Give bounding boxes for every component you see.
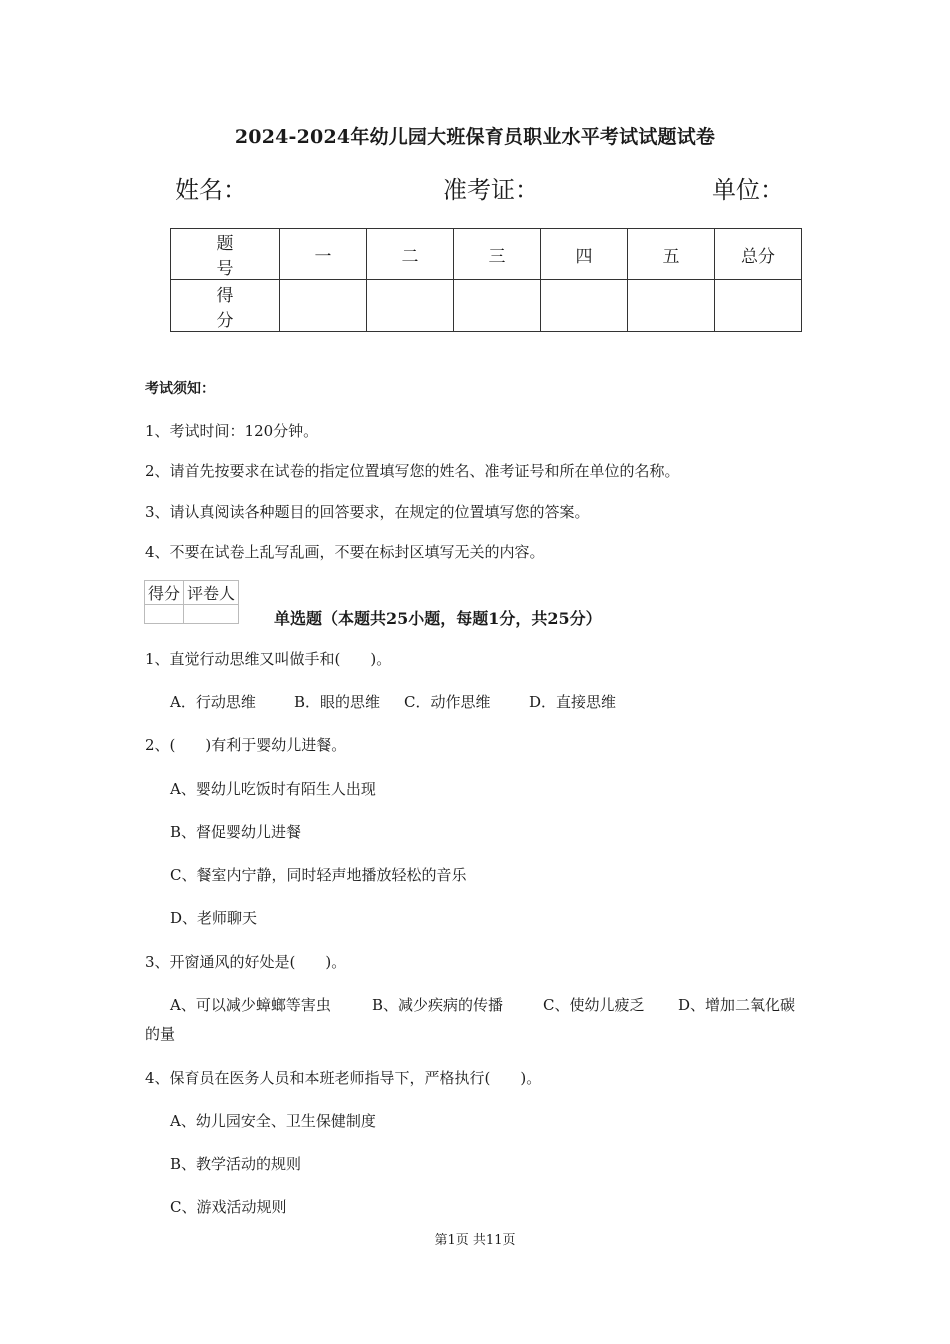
option[interactable]: A、婴幼儿吃饭时有陌生人出现 (170, 780, 376, 798)
option[interactable]: D．直接思维 (529, 693, 617, 711)
score-table-cell: 二 (367, 229, 454, 280)
notice-item: 3、请认真阅读各种题目的回答要求，在规定的位置填写您的答案。 (145, 503, 590, 521)
score-table-cell: 五 (628, 229, 715, 280)
question-stem: 2、( )有利于婴幼儿进餐。 (145, 736, 347, 754)
score-table-cell: 总分 (715, 229, 802, 280)
unit-field-label: 单位： (712, 176, 784, 204)
score-table-score-row (171, 280, 802, 332)
notice-item: 4、不要在试卷上乱写乱画，不要在标封区填写无关的内容。 (145, 543, 545, 561)
exam-id-field-label: 准考证： (443, 176, 539, 204)
score-table-cell: 三 (454, 229, 541, 280)
score-table-cell: 一 (280, 229, 367, 280)
score-table (170, 228, 802, 332)
option[interactable]: C、使幼儿疲乏 (543, 996, 645, 1014)
notice-title: 考试须知： (145, 381, 215, 397)
option[interactable]: C．动作思维 (404, 693, 491, 711)
grader-score-entry[interactable] (145, 605, 184, 624)
score-entry-cell[interactable] (628, 280, 715, 332)
option[interactable]: A、幼儿园安全、卫生保健制度 (170, 1112, 376, 1130)
section-title: 单选题（本题共25小题，每题1分，共25分） (274, 609, 602, 628)
grader-name-entry[interactable] (184, 605, 239, 624)
exam-title: 2024-2024年幼儿园大班保育员职业水平考试试题试卷 (234, 126, 716, 148)
option[interactable]: A、可以减少蟑螂等害虫 (170, 996, 331, 1014)
question-stem: 4、保育员在医务人员和本班老师指导下，严格执行( )。 (145, 1069, 542, 1087)
score-entry-cell[interactable] (715, 280, 802, 332)
option[interactable]: D、老师聊天 (170, 909, 258, 927)
grader-box (144, 580, 239, 624)
option[interactable]: C、游戏活动规则 (170, 1198, 287, 1216)
score-table-cell: 得 分 (171, 280, 280, 332)
option[interactable]: B、减少疾病的传播 (372, 996, 504, 1014)
page-footer: 第1页 共11页 (434, 1233, 516, 1248)
notice-item: 2、请首先按要求在试卷的指定位置填写您的姓名、准考证号和所在单位的名称。 (145, 462, 680, 480)
score-entry-cell[interactable] (367, 280, 454, 332)
score-entry-cell[interactable] (454, 280, 541, 332)
grader-name-label: 评卷人 (184, 581, 239, 605)
question-stem: 3、开窗通风的好处是( )。 (145, 953, 347, 971)
option[interactable]: C、餐室内宁静，同时轻声地播放轻松的音乐 (170, 866, 467, 884)
name-field-label: 姓名： (175, 176, 247, 204)
option-wrap-text: 的量 (145, 1025, 176, 1043)
candidate-info-row (175, 170, 795, 204)
option[interactable]: B．眼的思维 (294, 693, 381, 711)
score-table-header-row (171, 229, 802, 280)
grader-score-label: 得分 (145, 581, 184, 605)
score-entry-cell[interactable] (280, 280, 367, 332)
score-table-cell: 四 (541, 229, 628, 280)
score-entry-cell[interactable] (541, 280, 628, 332)
option[interactable]: B、督促婴幼儿进餐 (170, 823, 302, 841)
score-table-cell: 题 号 (171, 229, 280, 280)
notice-item: 1、考试时间：120分钟。 (145, 422, 319, 440)
question-stem: 1、直觉行动思维又叫做手和( )。 (145, 650, 392, 668)
option[interactable]: D、增加二氧化碳 (678, 996, 796, 1014)
option[interactable]: A．行动思维 (170, 693, 256, 711)
option[interactable]: B、教学活动的规则 (170, 1155, 302, 1173)
